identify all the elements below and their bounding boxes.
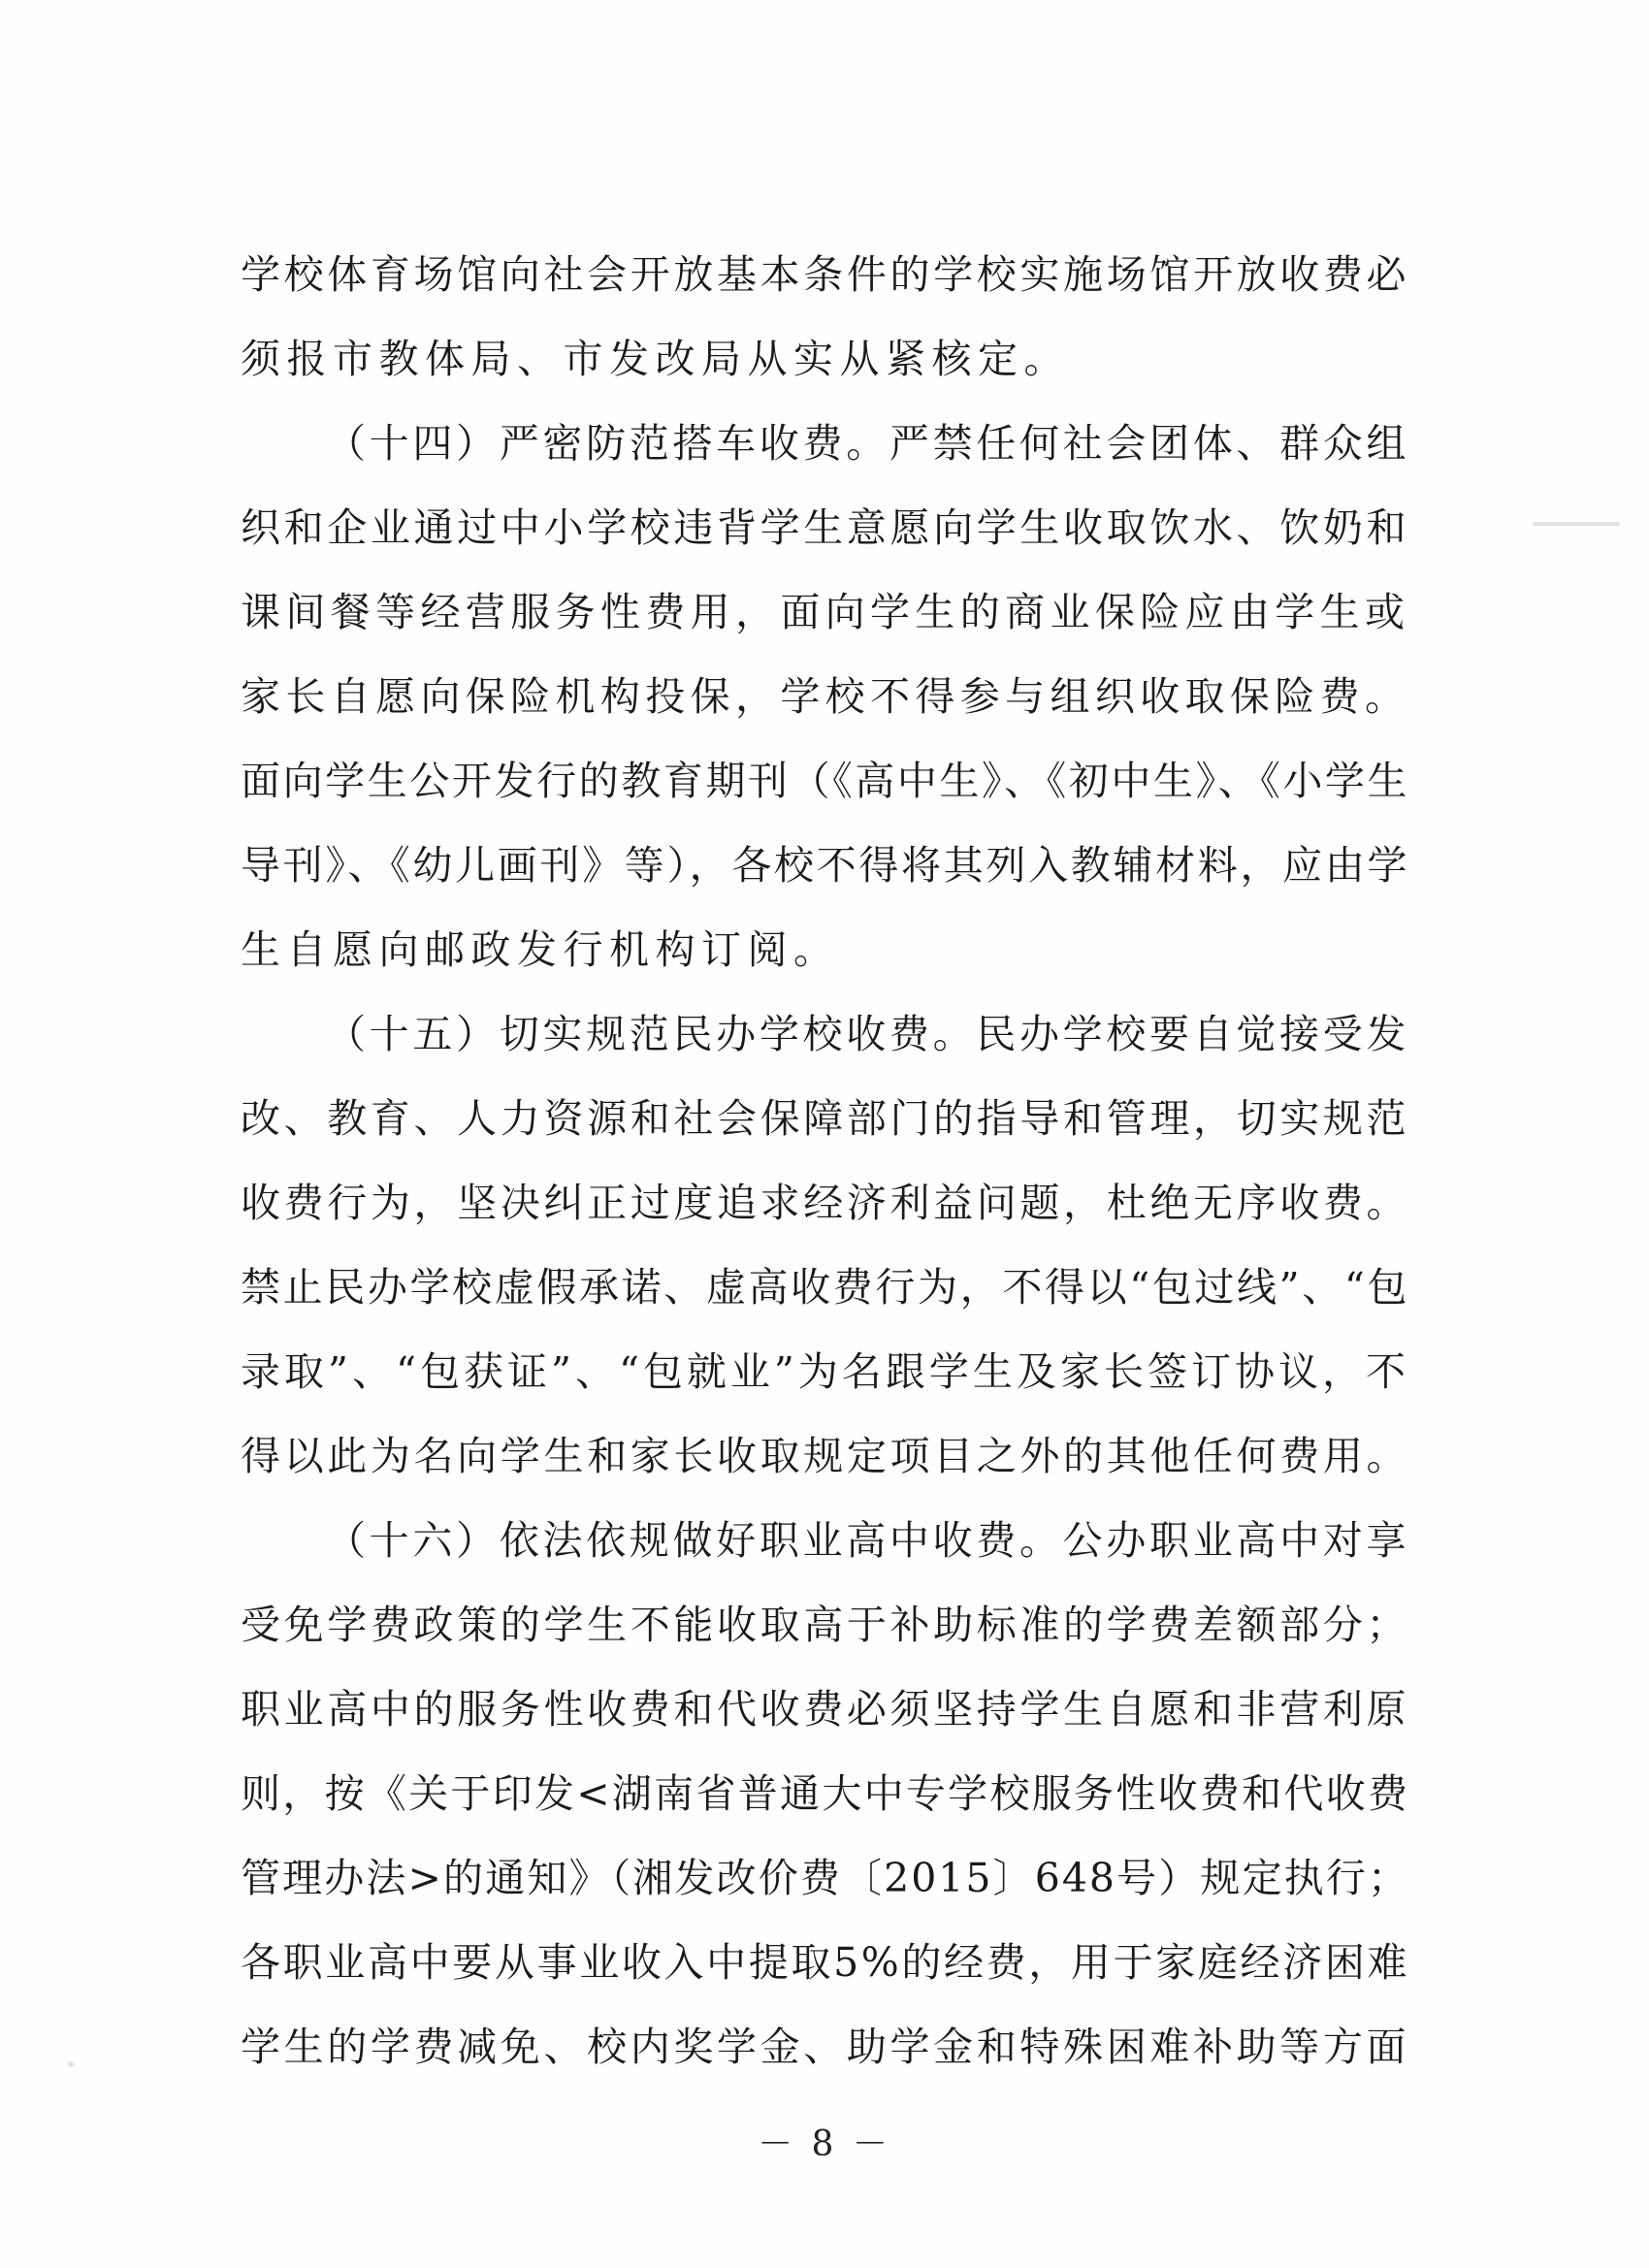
- text-line: 得以此为名向学生和家长收取规定项目之外的其他任何费用。: [241, 1433, 1409, 1479]
- text-line: 管理办法>的通知》（湘发改价费〔2015〕648号）规定执行；: [241, 1855, 1409, 1901]
- text-line: 导刊》、《幼儿画刊》等），各校不得将其列入教辅材料，应由学: [241, 842, 1409, 889]
- text-line: 织和企业通过中小学校违背学生意愿向学生收取饮水、饮奶和: [241, 504, 1409, 551]
- text-line: 学生的学费减免、校内奖学金、助学金和特殊困难补助等方面: [241, 2024, 1409, 2070]
- text-line: 改、教育、人力资源和社会保障部门的指导和管理，切实规范: [241, 1095, 1409, 1142]
- text-line: 生自愿向邮政发行机构订阅。: [241, 926, 840, 973]
- paragraph-first-line: （十五）切实规范民办学校收费。民办学校要自觉接受发: [326, 1011, 1409, 1057]
- text-line: 受免学费政策的学生不能收取高于补助标准的学费差额部分；: [241, 1602, 1409, 1648]
- text-line: 收费行为，坚决纠正过度追求经济利益问题，杜绝无序收费。: [241, 1180, 1409, 1226]
- body-text: [241, 233, 1409, 2090]
- page-number: － 8 －: [758, 2124, 891, 2164]
- text-line: 家长自愿向保险机构投保，学校不得参与组织收取保险费。: [241, 673, 1409, 720]
- scan-mark: [1533, 522, 1620, 526]
- text-line: 录取”、“包获证”、“包就业”为名跟学生及家长签订协议，不: [241, 1348, 1409, 1395]
- text-line: 各职业高中要从事业收入中提取5%的经费，用于家庭经济困难: [241, 1939, 1409, 1986]
- text-line: 须报市教体局、市发改局从实从紧核定。: [241, 336, 1070, 382]
- text-line: 学校体育场馆向社会开放基本条件的学校实施场馆开放收费必: [241, 251, 1409, 298]
- paragraph-first-line: （十四）严密防范搭车收费。严禁任何社会团体、群众组: [326, 420, 1409, 467]
- text-line: 职业高中的服务性收费和代收费必须坚持学生自愿和非营利原: [241, 1686, 1409, 1733]
- text-line: 禁止民办学校虚假承诺、虚高收费行为，不得以“包过线”、“包: [241, 1264, 1409, 1311]
- text-line: 面向学生公开发行的教育期刊（《高中生》、《初中生》、《小学生: [241, 758, 1409, 804]
- text-line: 则，按《关于印发<湖南省普通大中专学校服务性收费和代收费: [241, 1770, 1409, 1817]
- paragraph-first-line: （十六）依法依规做好职业高中收费。公办职业高中对享: [326, 1517, 1409, 1564]
- scan-mark: [68, 2061, 74, 2067]
- text-line: 课间餐等经营服务性费用，面向学生的商业保险应由学生或: [241, 589, 1409, 635]
